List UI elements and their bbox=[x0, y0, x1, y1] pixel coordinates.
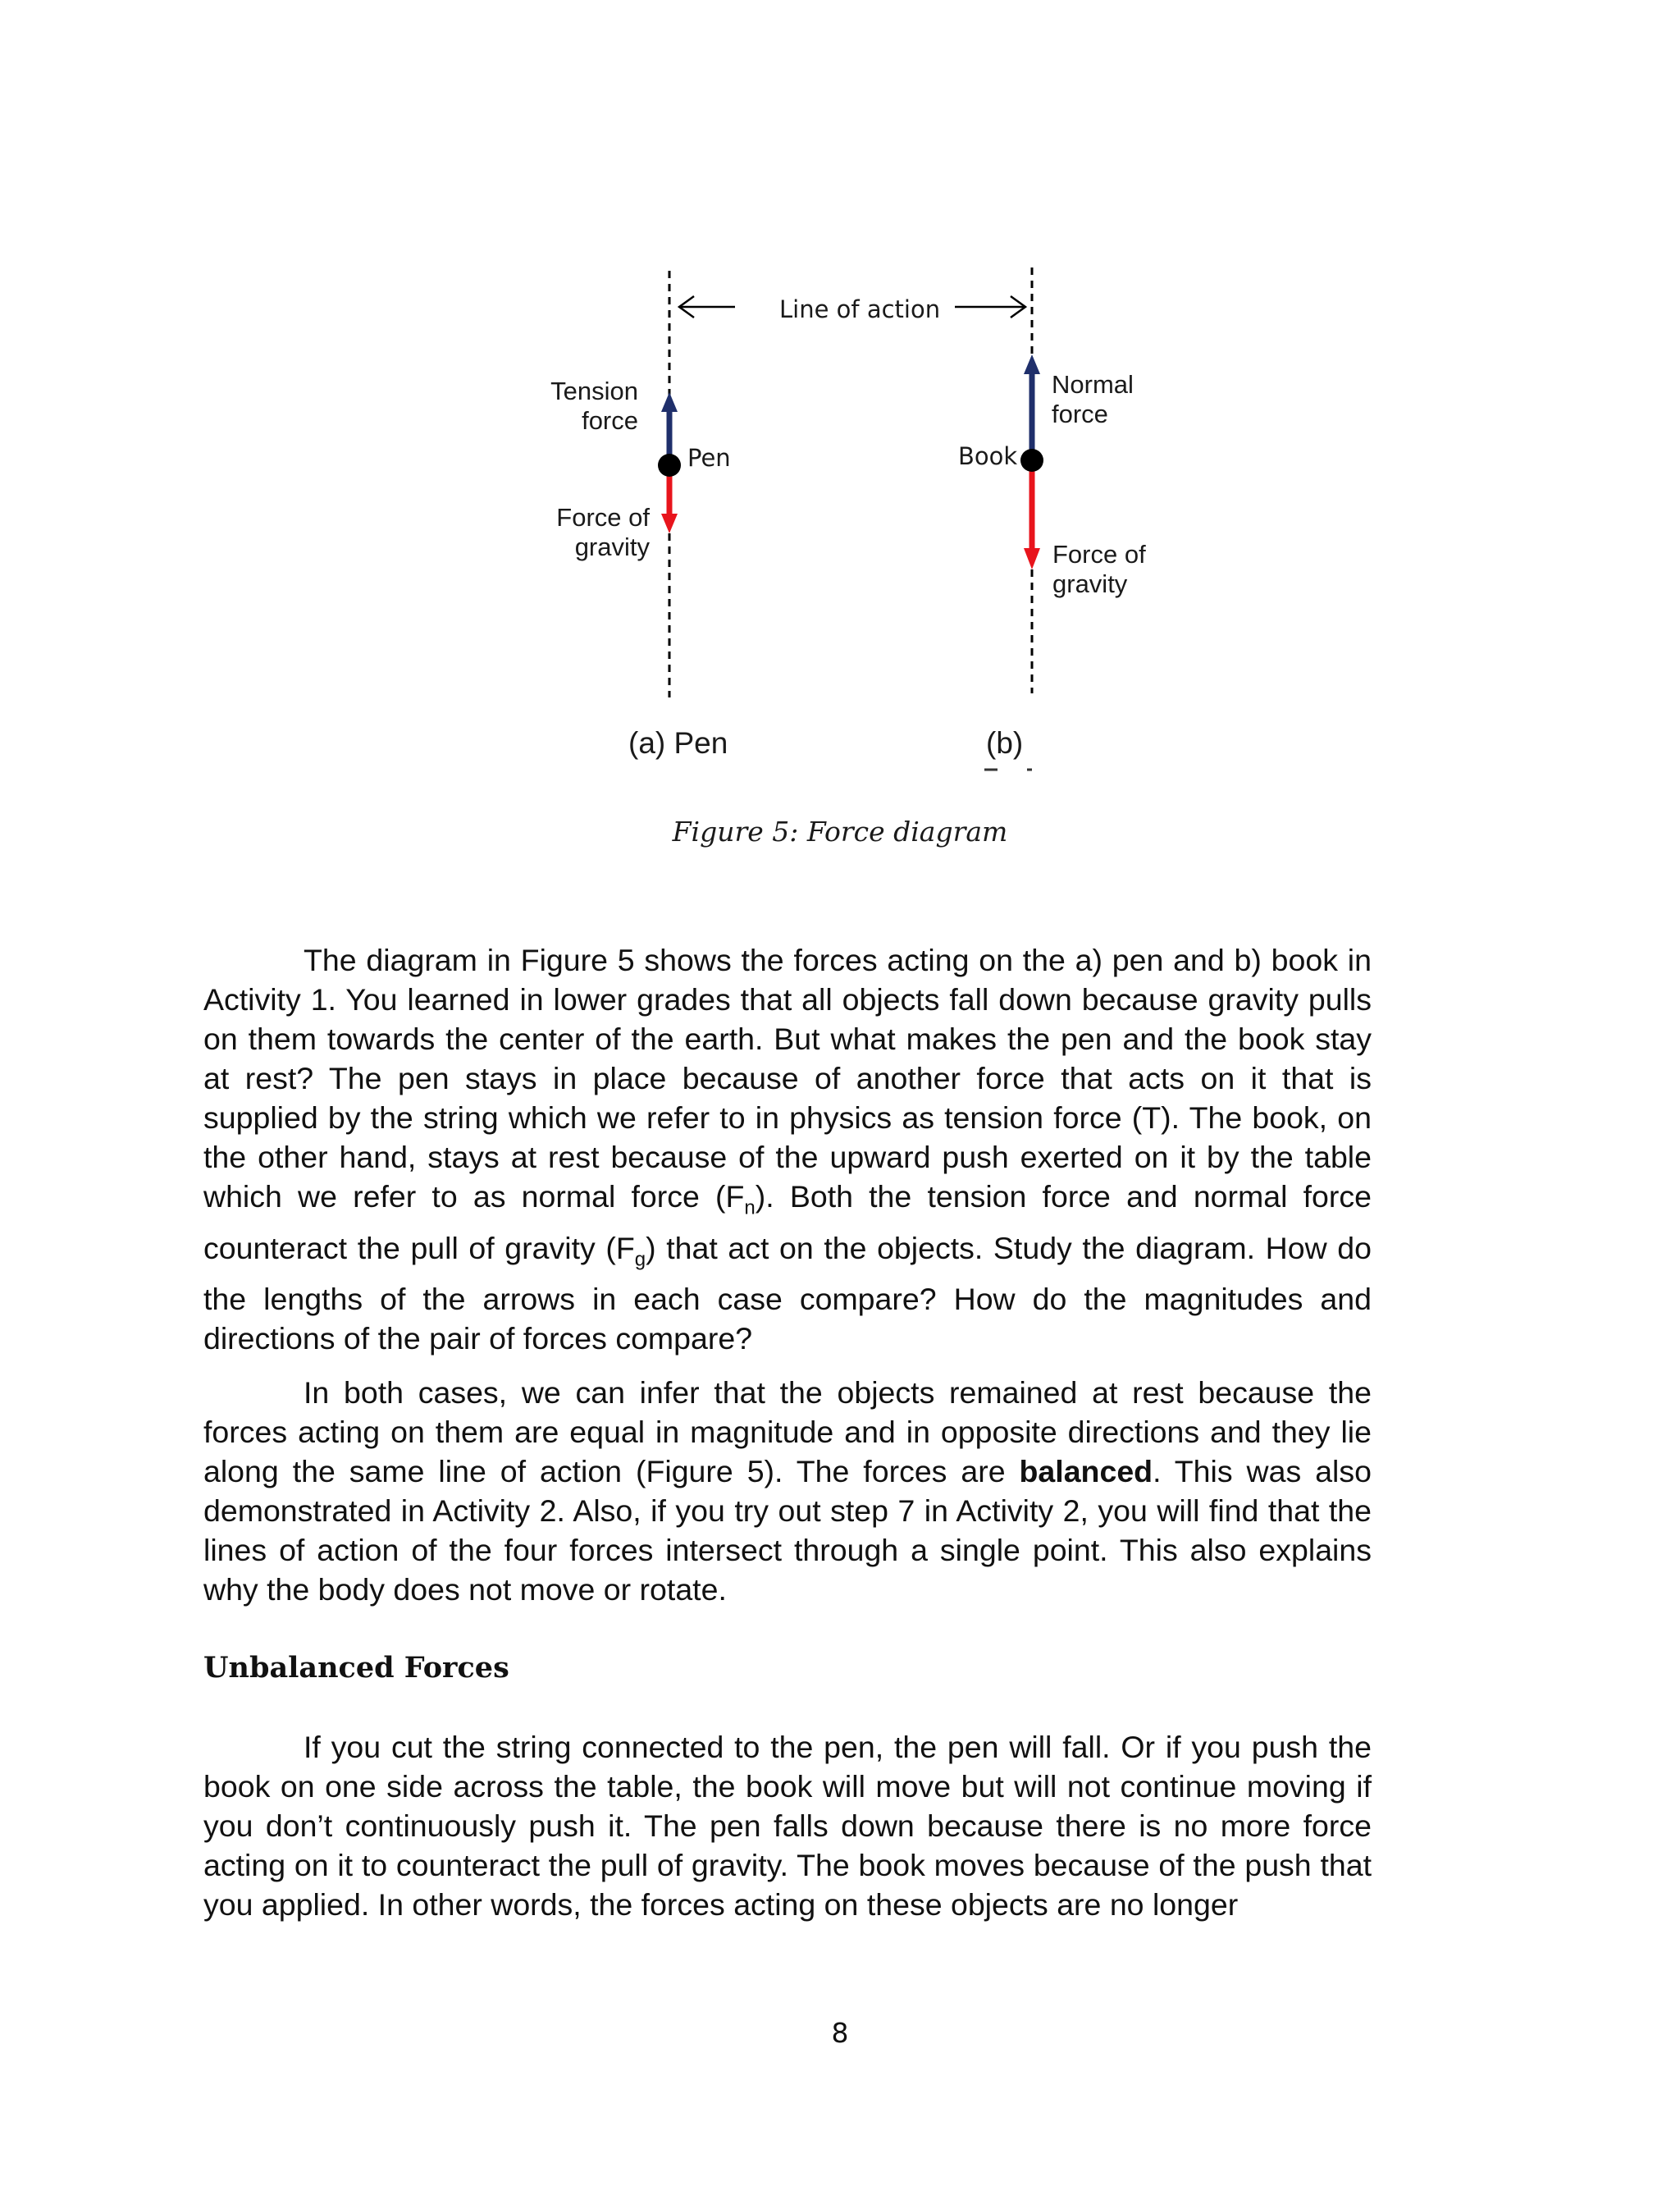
book-normal-arrow bbox=[1024, 354, 1040, 459]
paragraph-2-text-b: . This was also demonstrated in Activity 2. Also, if you try out step 7 in Activity 2, you will find that the lines of action of the four forces intersect through a single point. This also explains why the body does not move or rotate. bbox=[203, 1454, 1372, 1607]
force-diagram-graphic bbox=[0, 0, 1680, 821]
pen-dot bbox=[658, 454, 681, 477]
paragraph-1-text-b: ). Both the tension force and normal force counteract the pull of gravity (F bbox=[203, 1179, 1372, 1265]
line-of-action-left-arrow bbox=[679, 296, 735, 318]
pen-gravity-label-line2: gravity bbox=[574, 533, 650, 561]
line-of-action-right-arrow bbox=[955, 296, 1025, 318]
paragraph-2-text-a: In both cases, we can infer that the objects remained at rest because the forces acting on them are equal in magnitude and in opposite directions and they lie along the same line of action (Figure 5). The forces are bbox=[203, 1375, 1372, 1488]
book-sub-caption: (b) bbox=[986, 726, 1024, 760]
pen-tension-label bbox=[509, 377, 638, 436]
book-normal-label bbox=[1052, 370, 1134, 429]
pen-tension-label-line2: force bbox=[582, 406, 638, 435]
paragraph-1-text-c: ) that act on the objects. Study the diagram. How do the lengths of the arrows in each case compare? How do the magnitudes and directions of the pair of forces compare? bbox=[203, 1230, 1372, 1356]
line-of-action-label: Line of action bbox=[779, 295, 941, 323]
paragraph-1-text-a: The diagram in Figure 5 shows the forces acting on the a) pen and b) book in Activity 1. You learned in lower grades that all objects fall down because gravity pulls on them towards the center of the earth. But what makes the pen and the book stay at rest? The pen stays in place because of another force that acts on it that is supplied by the string which we refer to in physics as tension force (T). The book, on the other hand, stays at rest because of the upward push exerted on it by the table which we refer to as normal force (F bbox=[203, 943, 1372, 1214]
subscript-n: n bbox=[744, 1196, 756, 1219]
subscript-g: g bbox=[634, 1248, 646, 1270]
page-number: 8 bbox=[831, 2017, 849, 2049]
book-gravity-arrow bbox=[1024, 463, 1040, 569]
pen-gravity-arrow bbox=[661, 468, 678, 533]
pen-tension-arrow bbox=[661, 392, 678, 464]
paragraph-2 bbox=[203, 1373, 1372, 1609]
pen-tension-label-line1: Tension bbox=[550, 377, 638, 405]
paragraph-3-text: If you cut the string connected to the pen, the pen will fall. Or if you push the book on one side across the table, the book will move but will not continue moving if you don’t continuously push it. The pen falls down because there is no more force acting on it to counteract the pull of gravity. The book moves because of the push that you applied. In other words, the forces acting on these objects are no longer bbox=[203, 1730, 1372, 1922]
pen-object-label: Pen bbox=[687, 444, 731, 472]
paragraph-3 bbox=[203, 1727, 1372, 1924]
paragraph-1 bbox=[203, 940, 1372, 1358]
book-sub-caption-clipped-remnant bbox=[976, 753, 1058, 773]
pen-gravity-label-line1: Force of bbox=[556, 503, 650, 532]
pen-gravity-label bbox=[509, 503, 650, 562]
book-object-label: Book bbox=[958, 442, 1018, 470]
figure-caption: Figure 5: Force diagram bbox=[672, 816, 1008, 848]
book-dot bbox=[1020, 449, 1043, 472]
balanced-bold-term: balanced bbox=[1019, 1454, 1153, 1488]
section-heading: Unbalanced Forces bbox=[203, 1651, 509, 1685]
pen-sub-caption: (a) Pen bbox=[628, 726, 728, 760]
book-normal-label-line2: force bbox=[1052, 400, 1108, 428]
book-gravity-label bbox=[1052, 540, 1146, 599]
book-normal-label-line1: Normal bbox=[1052, 370, 1134, 399]
book-gravity-label-line1: Force of bbox=[1052, 540, 1146, 569]
force-diagram-figure bbox=[0, 0, 1680, 903]
book-gravity-label-line2: gravity bbox=[1052, 569, 1128, 598]
